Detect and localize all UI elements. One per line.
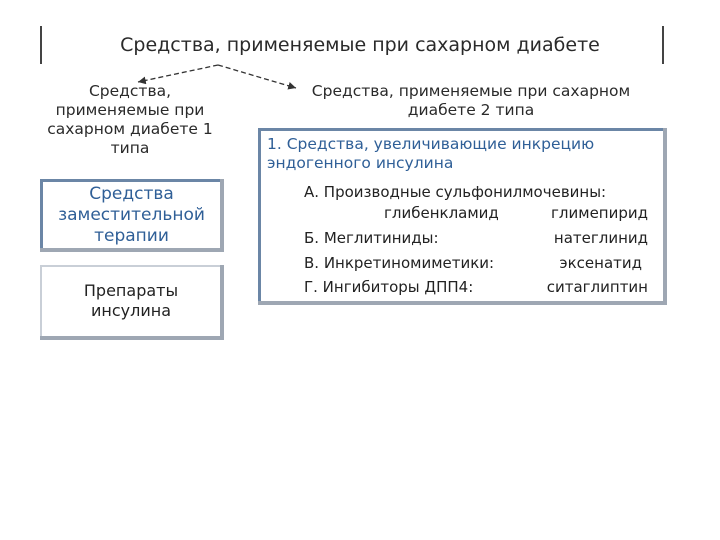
type2-section-heading: 1. Средства, увеличивающие инкрецию эндогенного инсулина — [267, 135, 595, 172]
insulin-text: Препараты инсулина — [83, 281, 179, 320]
type1-label: Средства, применяемые при сахарном диабете 1 типа — [47, 82, 213, 157]
drug-class-name: В. Инкретиномиметики: — [304, 254, 495, 272]
replacement-therapy-box — [40, 179, 220, 248]
page-title: Средства, применяемые при сахарном диабете — [120, 34, 600, 56]
insulin-box — [40, 265, 220, 336]
drug-class-row — [304, 183, 658, 223]
drug-name: глибенкламид — [384, 204, 499, 222]
replacement-therapy-text: Средства заместительной терапии — [58, 184, 205, 246]
drug-name: глимепирид — [551, 204, 648, 222]
drug-class-row — [304, 229, 658, 249]
arrow-to-type2 — [218, 65, 296, 88]
drug-class-name: А. Производные сульфонилмочевины: — [304, 183, 607, 201]
drug-class-name: Г. Ингибиторы ДПП4: — [304, 278, 474, 296]
drug-class-row — [304, 278, 658, 298]
drug-class-row — [304, 254, 658, 274]
drug-class-name: Б. Меглитиниды: — [304, 229, 439, 247]
drug-name: эксенатид — [559, 254, 642, 272]
drug-name: ситаглиптин — [546, 278, 648, 296]
drug-name: натеглинид — [553, 229, 648, 247]
arrow-to-type1 — [138, 65, 218, 82]
type2-label: Средства, применяемые при сахарном диабете 2 типа — [311, 82, 631, 119]
